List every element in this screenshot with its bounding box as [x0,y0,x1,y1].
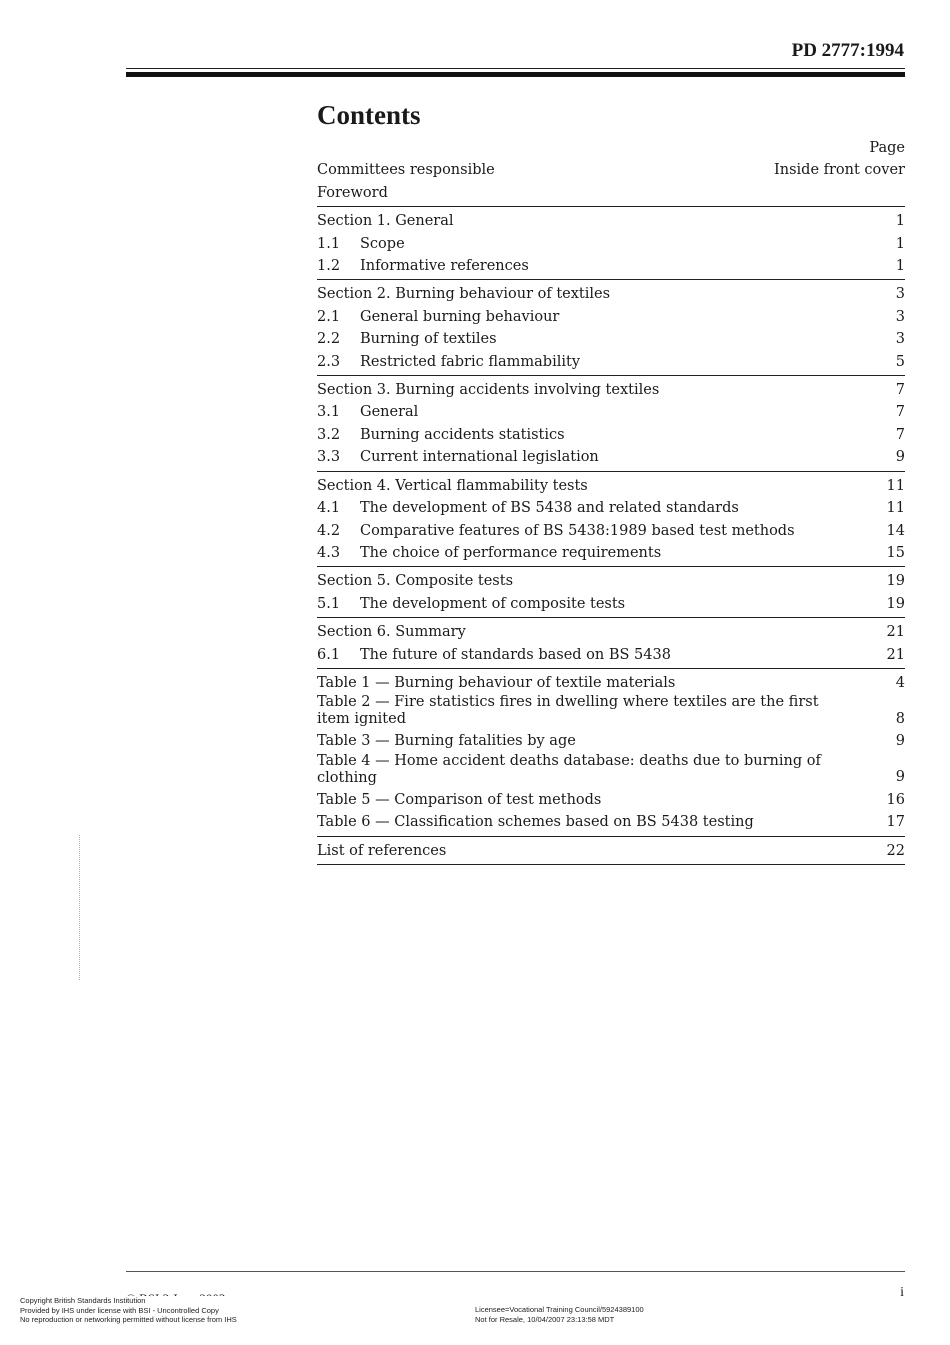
toc-entry-page: 16 [886,791,905,808]
toc-entry-page: 22 [886,842,905,859]
page-column-header [317,137,905,159]
subsection-number: 3.1 [317,404,341,421]
subsection-entry [317,424,565,446]
toc-entry-page: 19 [886,573,905,590]
section-group [317,210,905,280]
toc-entry-page: 19 [886,595,905,612]
toc-row-section-1[interactable] [317,210,905,232]
toc-entry-page: 11 [886,477,905,494]
subsection-number: 2.3 [317,353,341,370]
document-id: PD 2777:1994 [791,40,904,61]
toc-row-section-4[interactable] [317,475,905,497]
table-title: Table 4 — Home accident deaths database: deaths due to burning of clothing [317,752,821,786]
section-title: Section 2. Burning behaviour of textiles [317,286,611,303]
toc-entry-page: 1 [895,213,905,230]
toc-row-foreword[interactable] [317,182,905,204]
toc-row-subsection[interactable] [317,497,905,519]
tables-list [317,672,905,837]
subsection-entry [317,233,405,255]
subsection-title: Restricted fabric flammability [360,353,581,370]
subsection-entry [317,401,418,423]
toc-row-subsection[interactable] [317,593,905,615]
toc-entry-page: 21 [886,646,905,663]
subsection-entry [317,255,529,277]
subsection-title: Comparative features of BS 5438:1989 based test methods [360,522,795,539]
section-group [317,570,905,618]
header-rule-thin [126,68,905,69]
references-group [317,840,905,865]
subsection-entry [317,446,599,468]
subsection-entry [317,497,739,519]
section-group [317,475,905,568]
subsection-title: Scope [360,235,405,252]
subsection-entry [317,644,671,666]
toc-row-table-4[interactable] [317,753,905,789]
subsection-number: 4.1 [317,500,341,517]
subsection-number: 1.1 [317,235,341,252]
toc-row-table-2[interactable] [317,694,905,730]
table-of-contents [317,137,905,868]
toc-entry-page: 15 [886,544,905,561]
subsection-title: The future of standards based on BS 5438 [360,646,671,663]
toc-row-subsection[interactable] [317,424,905,446]
subsection-entry [317,520,795,542]
subsection-entry [317,593,625,615]
copyright-line: Copyright British Standards Institution [20,1296,146,1305]
toc-entry-text: List of references [317,842,447,859]
section-title: Section 5. Composite tests [317,573,514,590]
header-rule-thick [126,72,905,77]
section-title: Section 4. Vertical flammability tests [317,477,588,494]
toc-row-section-2[interactable] [317,283,905,305]
toc-row-subsection[interactable] [317,255,905,277]
page-title: Contents [317,100,421,130]
toc-entry-page: 7 [895,382,905,399]
subsection-number: 3.3 [317,449,341,466]
section-title: Section 1. General [317,213,454,230]
subsection-title: General burning behaviour [360,308,560,325]
subsection-entry [317,542,661,564]
toc-row-section-6[interactable] [317,621,905,643]
copyright-line: Provided by IHS under license with BSI - Uncontrolled Copy [20,1305,219,1315]
subsection-title: The development of composite tests [360,595,626,612]
table-title: Table 5 — Comparison of test methods [317,791,602,808]
toc-entry-page: 11 [886,500,905,517]
subsection-title: The development of BS 5438 and related standards [360,500,739,517]
section-title: Section 6. Summary [317,624,466,641]
toc-row-section-3[interactable] [317,379,905,401]
toc-row-subsection[interactable] [317,351,905,373]
subsection-title: Burning of textiles [360,331,497,348]
toc-entry-page: 7 [895,404,905,421]
license-line: Licensee=Vocational Training Council/5924389100 [475,1305,644,1314]
toc-row-table-6[interactable] [317,811,905,833]
toc-row-subsection[interactable] [317,520,905,542]
toc-entry-page: 3 [895,308,905,325]
toc-entry-page: 3 [895,286,905,303]
toc-entry-text: Foreword [317,184,388,201]
toc-entry-page: 7 [895,426,905,443]
toc-entry-page: 1 [895,235,905,252]
section-group [317,379,905,472]
footer-rule [126,1271,905,1272]
toc-entry-text: Committees responsible [317,162,495,179]
table-title: Table 2 — Fire statistics fires in dwelling where textiles are the first item ignited [317,694,819,728]
table-title: Table 3 — Burning fatalities by age [317,733,576,750]
front-matter [317,159,905,207]
subsection-entry [317,306,559,328]
subsection-entry [317,351,580,373]
section-title: Section 3. Burning accidents involving textiles [317,382,660,399]
subsection-title: Current international legislation [360,449,599,466]
toc-entry-page: 5 [895,353,905,370]
toc-row-subsection[interactable] [317,446,905,468]
toc-entry-page: 17 [886,814,905,831]
subsection-number: 4.2 [317,522,341,539]
toc-entry-page: Inside front cover [774,162,905,179]
toc-row-subsection[interactable] [317,328,905,350]
toc-entry-page: 14 [886,522,905,539]
subsection-number: 3.2 [317,426,341,443]
page-label: Page [869,140,905,156]
subsection-number: 2.1 [317,308,341,325]
subsection-title: General [360,404,419,421]
table-title: Table 6 — Classification schemes based on BS 5438 testing [317,814,754,831]
toc-entry-page: 9 [895,449,905,466]
subsection-title: Burning accidents statistics [360,426,565,443]
toc-row-table-5[interactable] [317,789,905,811]
toc-row-table-3[interactable] [317,730,905,752]
margin-dotted-line [79,835,81,980]
toc-row-subsection[interactable] [317,401,905,423]
toc-entry-page: 3 [895,331,905,348]
toc-row-committees[interactable] [317,159,905,181]
toc-row-section-5[interactable] [317,570,905,592]
toc-row-subsection[interactable] [317,542,905,564]
toc-row-subsection[interactable] [317,233,905,255]
copyright-line: No reproduction or networking permitted without license from IHS [20,1315,237,1324]
license-line: Not for Resale, 10/04/2007 23:13:58 MDT [475,1314,615,1324]
copyright-notice [20,1296,240,1325]
subsection-number: 4.3 [317,544,341,561]
subsection-title: Informative references [360,258,529,275]
page-number: i [900,1285,904,1300]
table-title: Table 1 — Burning behaviour of textile materials [317,674,676,691]
toc-row-references[interactable] [317,840,905,862]
subsection-number: 2.2 [317,331,341,348]
toc-entry-page: 9 [895,733,905,750]
subsection-number: 6.1 [317,646,341,663]
subsection-number: 5.1 [317,595,341,612]
toc-entry-page: 8 [895,710,905,727]
toc-row-table-1[interactable] [317,672,905,694]
subsection-title: The choice of performance requirements [360,544,662,561]
toc-entry-page: 9 [895,769,905,786]
toc-entry-page: 21 [886,624,905,641]
toc-row-subsection[interactable] [317,306,905,328]
subsection-number: 1.2 [317,258,341,275]
section-group [317,621,905,669]
toc-entry-page: 4 [895,674,905,691]
toc-row-subsection[interactable] [317,644,905,666]
license-notice [475,1305,644,1324]
section-group [317,283,905,376]
toc-entry-page: 1 [895,258,905,275]
subsection-entry [317,328,497,350]
